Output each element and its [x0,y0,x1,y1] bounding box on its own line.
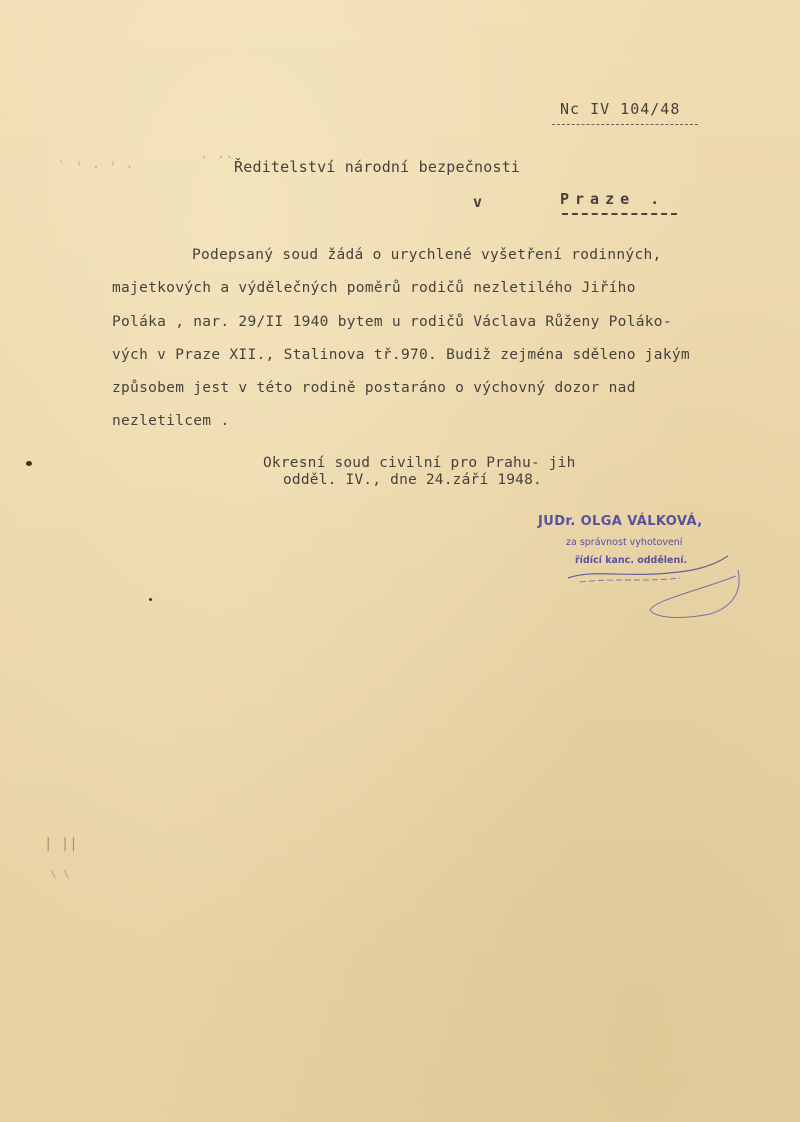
margin-mark: | || [44,836,78,852]
margin-mark: \ \ [50,868,70,881]
signature-department-date: odděl. IV., dne 24.září 1948. [283,472,542,488]
body-line: vých v Praze XII., Stalinova tř.970. Budiž zejména sděleno jakým [112,347,690,363]
bleed-through-mark: ` ' · ' · [58,160,134,176]
stamp-certification: za správnost vyhotovení [566,537,683,548]
stamp-name: JUDr. OLGA VÁLKOVÁ, [538,514,703,529]
signature-court: Okresní soud civilní pro Prahu- jih [263,455,576,471]
bleed-through-mark: · ·· [200,150,234,166]
body-line: majetkových a výdělečných poměrů rodičů nezletilého Jiřího [112,280,636,296]
stamp-office: řídící kanc. oddělení. [575,555,688,566]
ink-speck [26,461,32,466]
ink-speck [149,598,152,601]
body-line: Poláka , nar. 29/II 1940 bytem u rodičů Václava Růženy Poláko- [112,314,672,330]
file-reference-underline [552,124,698,125]
body-line: způsobem jest v této rodině postaráno o výchovný dozor nad [112,380,636,396]
body-line: nezletilcem . [112,413,230,429]
city-underline [562,213,677,215]
addressee-office: Ředitelství národní bezpečnosti [234,158,521,176]
addressee-city: Praze . [560,190,666,208]
addressee-preposition: v [473,193,483,211]
body-line: Podepsaný soud žádá o urychlené vyšetření rodinných, [192,247,662,263]
file-reference: Nc IV 104/48 [560,100,681,118]
handwritten-signature [560,548,750,628]
